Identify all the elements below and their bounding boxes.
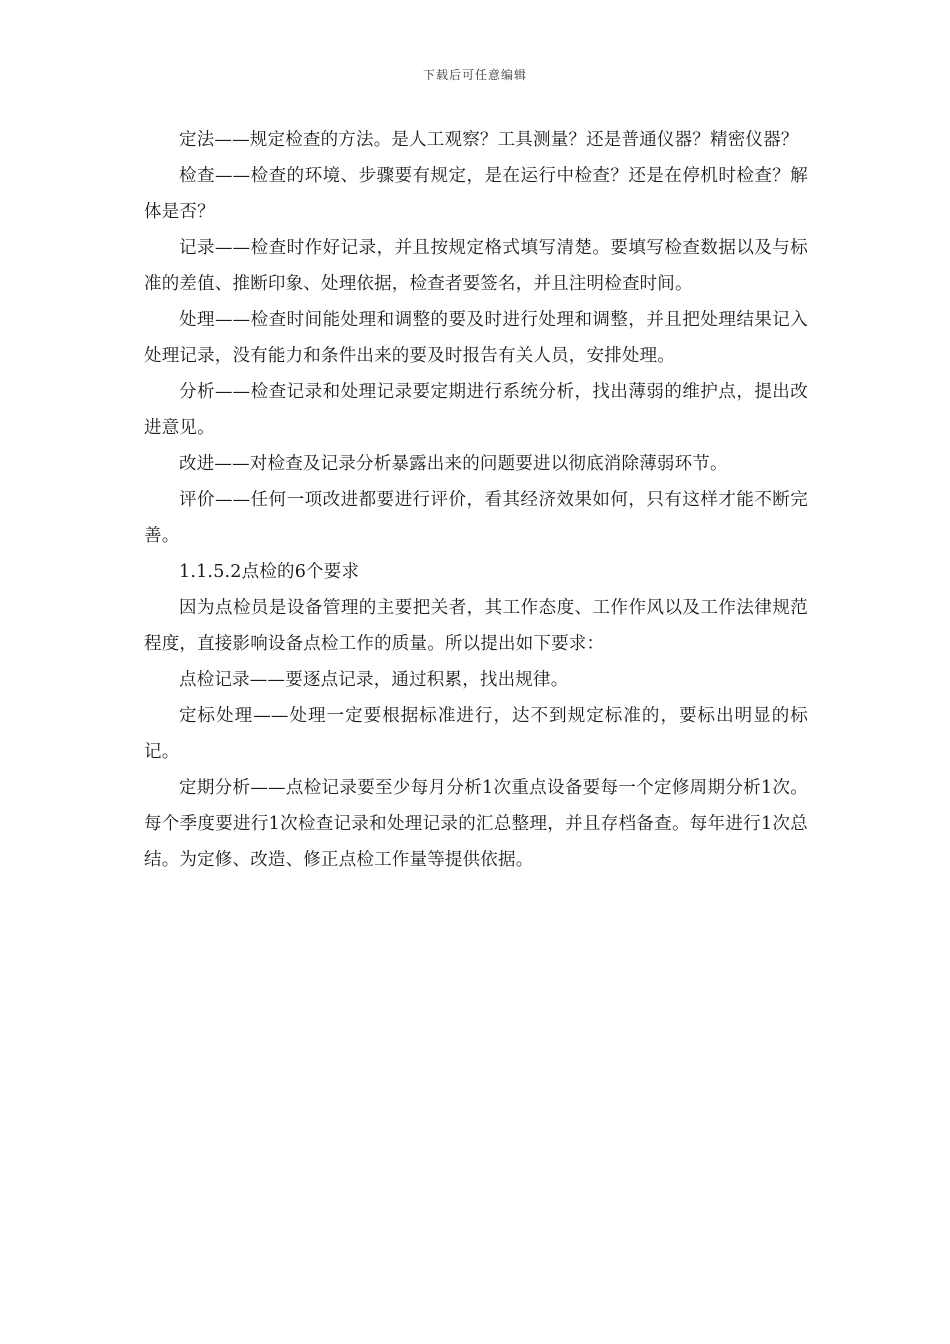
paragraph-intro-requirements: 因为点检员是设备管理的主要把关者，其工作态度、工作作风以及工作法律规范程度，直接影响设备点检工作的质量。所以提出如下要求： (144, 598, 808, 654)
page-header: 下载后可任意编辑 (422, 68, 527, 82)
paragraph-handling: 处理——检查时间能处理和调整的要及时进行处理和调整，并且把处理结果记入处理记录，没有能力和条件出来的要及时报告有关人员，安排处理。 (144, 310, 808, 366)
paragraph-standard-handling: 定标处理——处理一定要根据标准进行，达不到规定标准的，要标出明显的标记。 (144, 706, 808, 762)
paragraph-inspection: 检查——检查的环境、步骤要有规定，是在运行中检查？还是在停机时检查？解体是否？ (144, 166, 808, 222)
paragraph-method: 定法——规定检查的方法。是人工观察？工具测量？还是普通仪器？精密仪器？ (179, 130, 799, 150)
paragraph-analysis: 分析——检查记录和处理记录要定期进行系统分析，找出薄弱的维护点，提出改进意见。 (144, 382, 808, 438)
document-body (144, 122, 808, 878)
paragraph-improvement: 改进——对检查及记录分析暴露出来的问题要进以彻底消除薄弱环节。 (179, 454, 728, 474)
paragraph-record: 记录——检查时作好记录，并且按规定格式填写清楚。要填写检查数据以及与标准的差值、推断印象、处理依据，检查者要签名，并且注明检查时间。 (144, 238, 808, 294)
paragraph-periodic-analysis: 定期分析——点检记录要至少每月分析1次重点设备要每一个定修周期分析1次。每个季度要进行1次检查记录和处理记录的汇总整理，并且存档备查。每年进行1次总结。为定修、改造、修正点检工作量等提供依据。 (144, 778, 808, 870)
paragraph-evaluation: 评价——任何一项改进都要进行评价，看其经济效果如何，只有这样才能不断完善。 (144, 490, 808, 546)
paragraph-check-record: 点检记录——要逐点记录，通过积累，找出规律。 (179, 670, 569, 690)
section-heading: 1.1.5.2点检的6个要求 (179, 562, 360, 582)
